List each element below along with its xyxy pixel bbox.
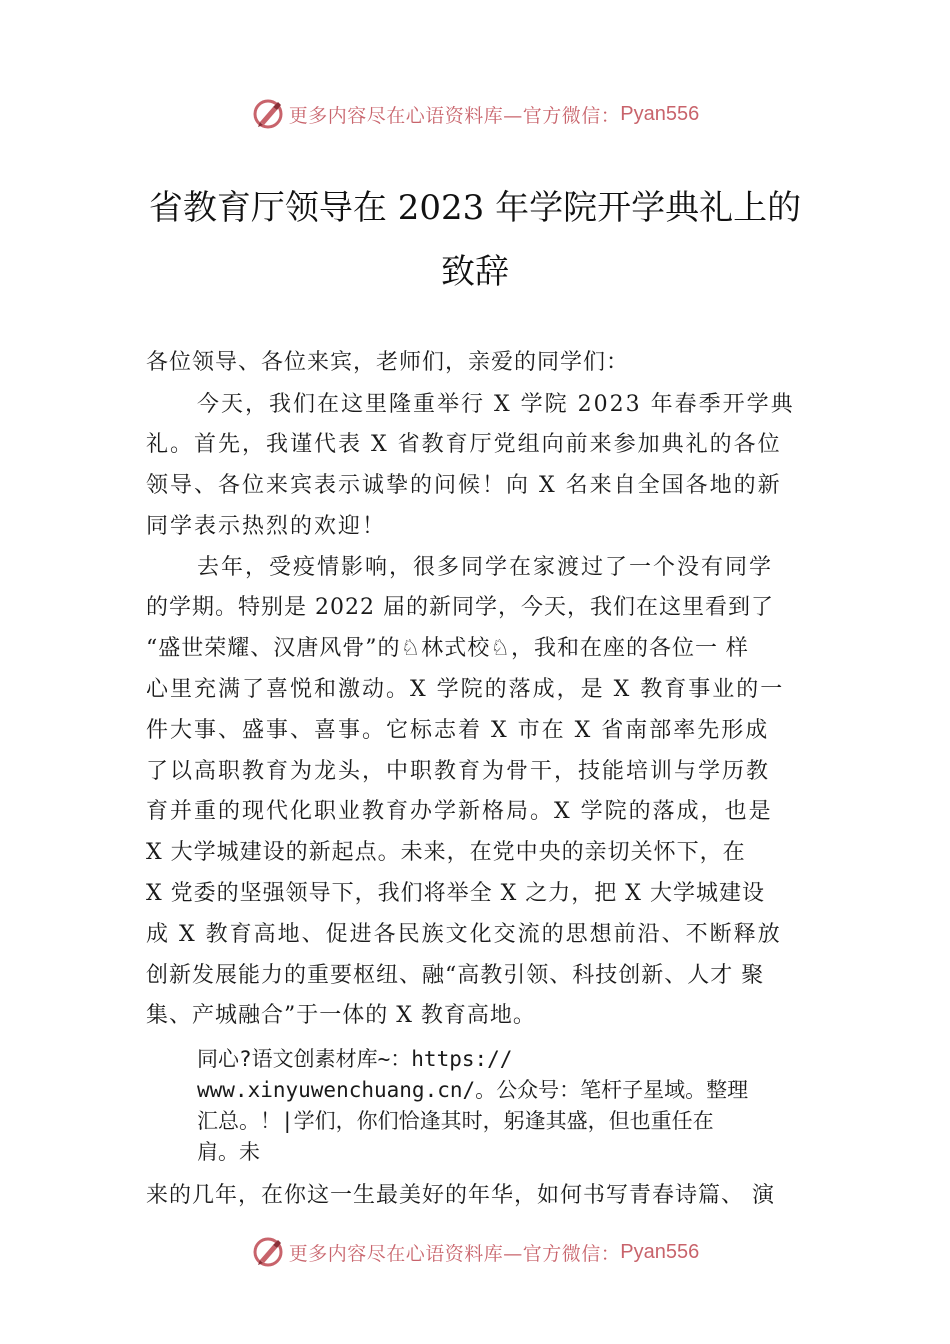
banner-text: 更多内容尽在心语资料库—官方微信： xyxy=(288,1242,621,1265)
paragraph-line: 今天，我们在这里隆重举行 X 学院 2023 年春季开学典 xyxy=(197,392,795,417)
paragraph-line: X 党委的坚强领导下，我们将举全 X 之力，把 X 大学城建设 xyxy=(146,881,765,906)
salutation: 各位领导、各位来宾，老师们，亲爱的同学们： xyxy=(146,350,630,375)
paragraph-line: 件大事、盛事、喜事。它标志着 X 市在 X 省南部率先形成 xyxy=(146,718,770,743)
paragraph-line: 领导、各位来宾表示诚挚的问候！向 X 名来自全国各地的新 xyxy=(146,473,782,498)
banner-wechat-id: Pyan556 xyxy=(620,1240,700,1263)
inserted-line: 肩。未 xyxy=(197,1140,260,1164)
paragraph-line: 的学期。特别是 2022 届的新同学，今天，我们在这里看到了 xyxy=(146,595,774,620)
paragraph-line: X 大学城建设的新起点。未来，在党中央的亲切关怀下，在 xyxy=(146,840,746,865)
paragraph-line: 同学表示热烈的欢迎！ xyxy=(146,514,387,539)
document-title-line-2: 致辞 xyxy=(441,252,509,292)
paragraph-line: 心里充满了喜悦和激动。X 学院的落成，是 X 教育事业的一 xyxy=(146,677,785,702)
banner-wechat-id: Pyan556 xyxy=(620,102,700,125)
paragraph-line: 去年，受疫情影响，很多同学在家渡过了一个没有同学 xyxy=(197,555,774,580)
paragraph-line: 成 X 教育高地、促进各民族文化交流的思想前沿、不断释放 xyxy=(146,922,782,947)
paragraph-line: 来的几年，在你这一生最美好的年华，如何书写青春诗篇、 演 xyxy=(146,1183,775,1208)
pen-logo-icon xyxy=(251,97,285,131)
paragraph-line: 创新发展能力的重要枢纽、融“高教引领、科技创新、人才 聚 xyxy=(146,963,765,988)
paragraph-line: 集、产城融合”于一体的 X 教育高地。 xyxy=(146,1003,536,1028)
paragraph-line: 育并重的现代化职业教育办学新格局。X 学院的落成，也是 xyxy=(146,799,773,824)
inserted-line: www.xinyuwenchuang.cn/。公众号：笔杆子星域。整理 xyxy=(197,1078,749,1102)
header-banner xyxy=(0,94,950,134)
paragraph-line: 了以高职教育为龙头，中职教育为骨干，技能培训与学历教 xyxy=(146,759,771,784)
inserted-line: 同心?语文创素材库~：https:// xyxy=(197,1047,513,1071)
document-title-line-1: 省教育厅领导在 2023 年学院开学典礼上的 xyxy=(148,188,802,228)
paragraph-line: “盛世荣耀、汉唐风骨”的♘林式校♘，我和在座的各位一 样 xyxy=(146,636,749,661)
paragraph-line: 礼。首先，我谨代表 X 省教育厅党组向前来参加典礼的各位 xyxy=(146,432,782,457)
pen-logo-icon xyxy=(251,1235,285,1269)
banner-text: 更多内容尽在心语资料库—官方微信： xyxy=(288,104,621,127)
inserted-line: 汇总。！|学们，你们恰逢其时，躬逢其盛，但也重任在 xyxy=(197,1109,714,1133)
footer-banner xyxy=(0,1232,950,1272)
